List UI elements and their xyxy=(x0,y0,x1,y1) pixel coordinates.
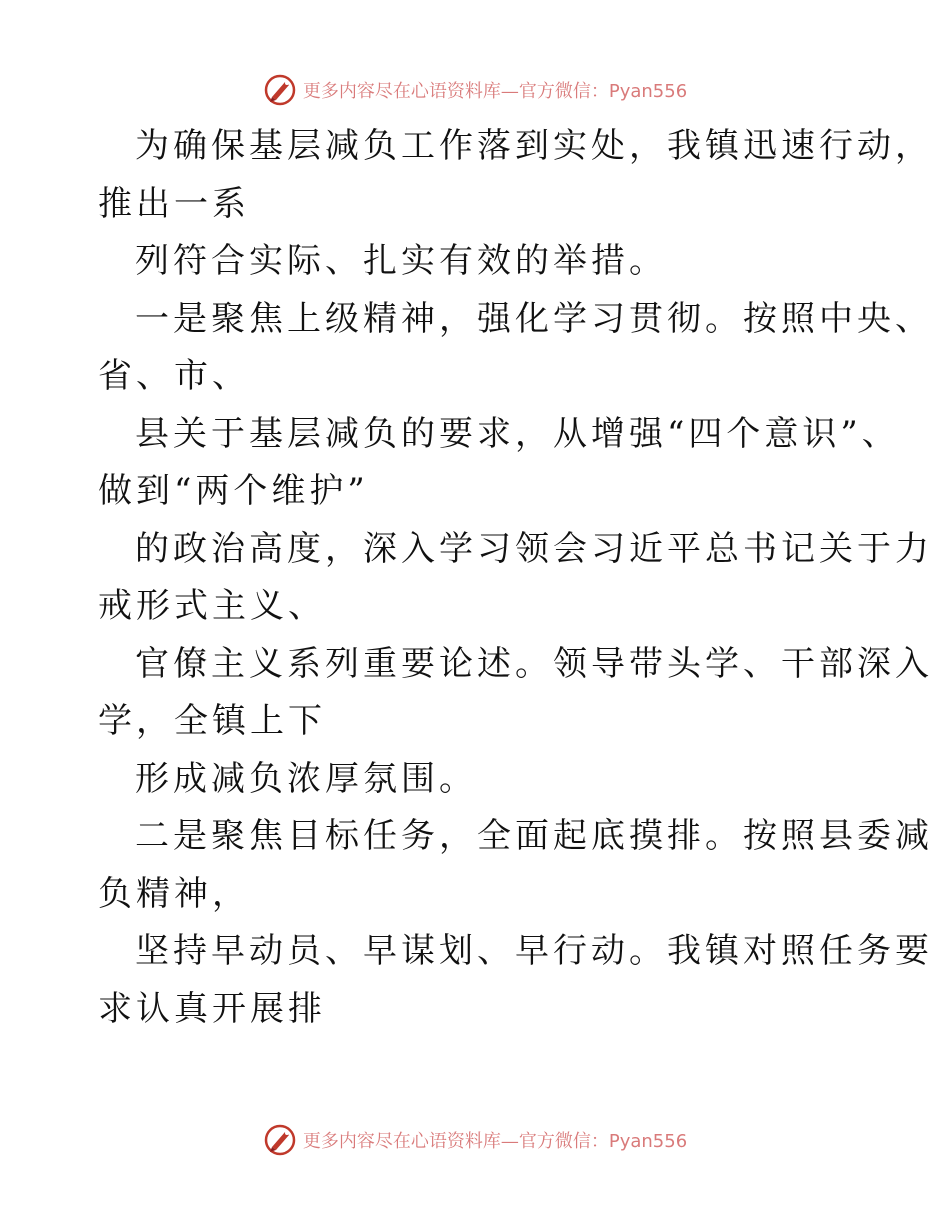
text-line: 戒形式主义、 xyxy=(98,586,326,626)
text-line: 学，全镇上下 xyxy=(98,701,326,741)
text-line: 一是聚焦上级精神，强化学习贯彻。按照中央、 xyxy=(135,298,933,339)
pen-circle-logo-icon xyxy=(263,73,297,107)
text-line: 形成减负浓厚氛围。 xyxy=(135,758,477,799)
text-line: 负精神， xyxy=(98,873,250,914)
watermark-text: 更多内容尽在心语资料库—官方微信：Pyan556 xyxy=(302,1131,688,1152)
text-line: 为确保基层减负工作落到实处，我镇迅速行动， xyxy=(135,126,933,166)
text-line: 的政治高度，深入学习领会习近平总书记关于力 xyxy=(135,528,933,569)
watermark-text: 更多内容尽在心语资料库—官方微信：Pyan556 xyxy=(302,81,688,102)
footer-watermark xyxy=(0,1120,950,1160)
text-line: 列符合实际、扎实有效的举措。 xyxy=(135,241,667,281)
text-line: 官僚主义系列重要论述。领导带头学、干部深入 xyxy=(135,643,933,684)
text-line: 二是聚焦目标任务，全面起底摸排。按照县委减 xyxy=(135,816,933,856)
text-line: 求认真开展排 xyxy=(98,988,326,1029)
text-line: 做到“两个维护” xyxy=(98,471,369,511)
text-line: 坚持早动员、早谋划、早行动。我镇对照任务要 xyxy=(135,931,933,971)
pen-circle-logo-icon xyxy=(263,1123,297,1157)
text-line: 县关于基层减负的要求，从增强“四个意识”、 xyxy=(135,413,900,454)
text-line: 省、市、 xyxy=(98,356,250,396)
header-watermark xyxy=(0,70,950,110)
text-line: 推出一系 xyxy=(98,183,250,224)
document-body xyxy=(98,118,933,1038)
